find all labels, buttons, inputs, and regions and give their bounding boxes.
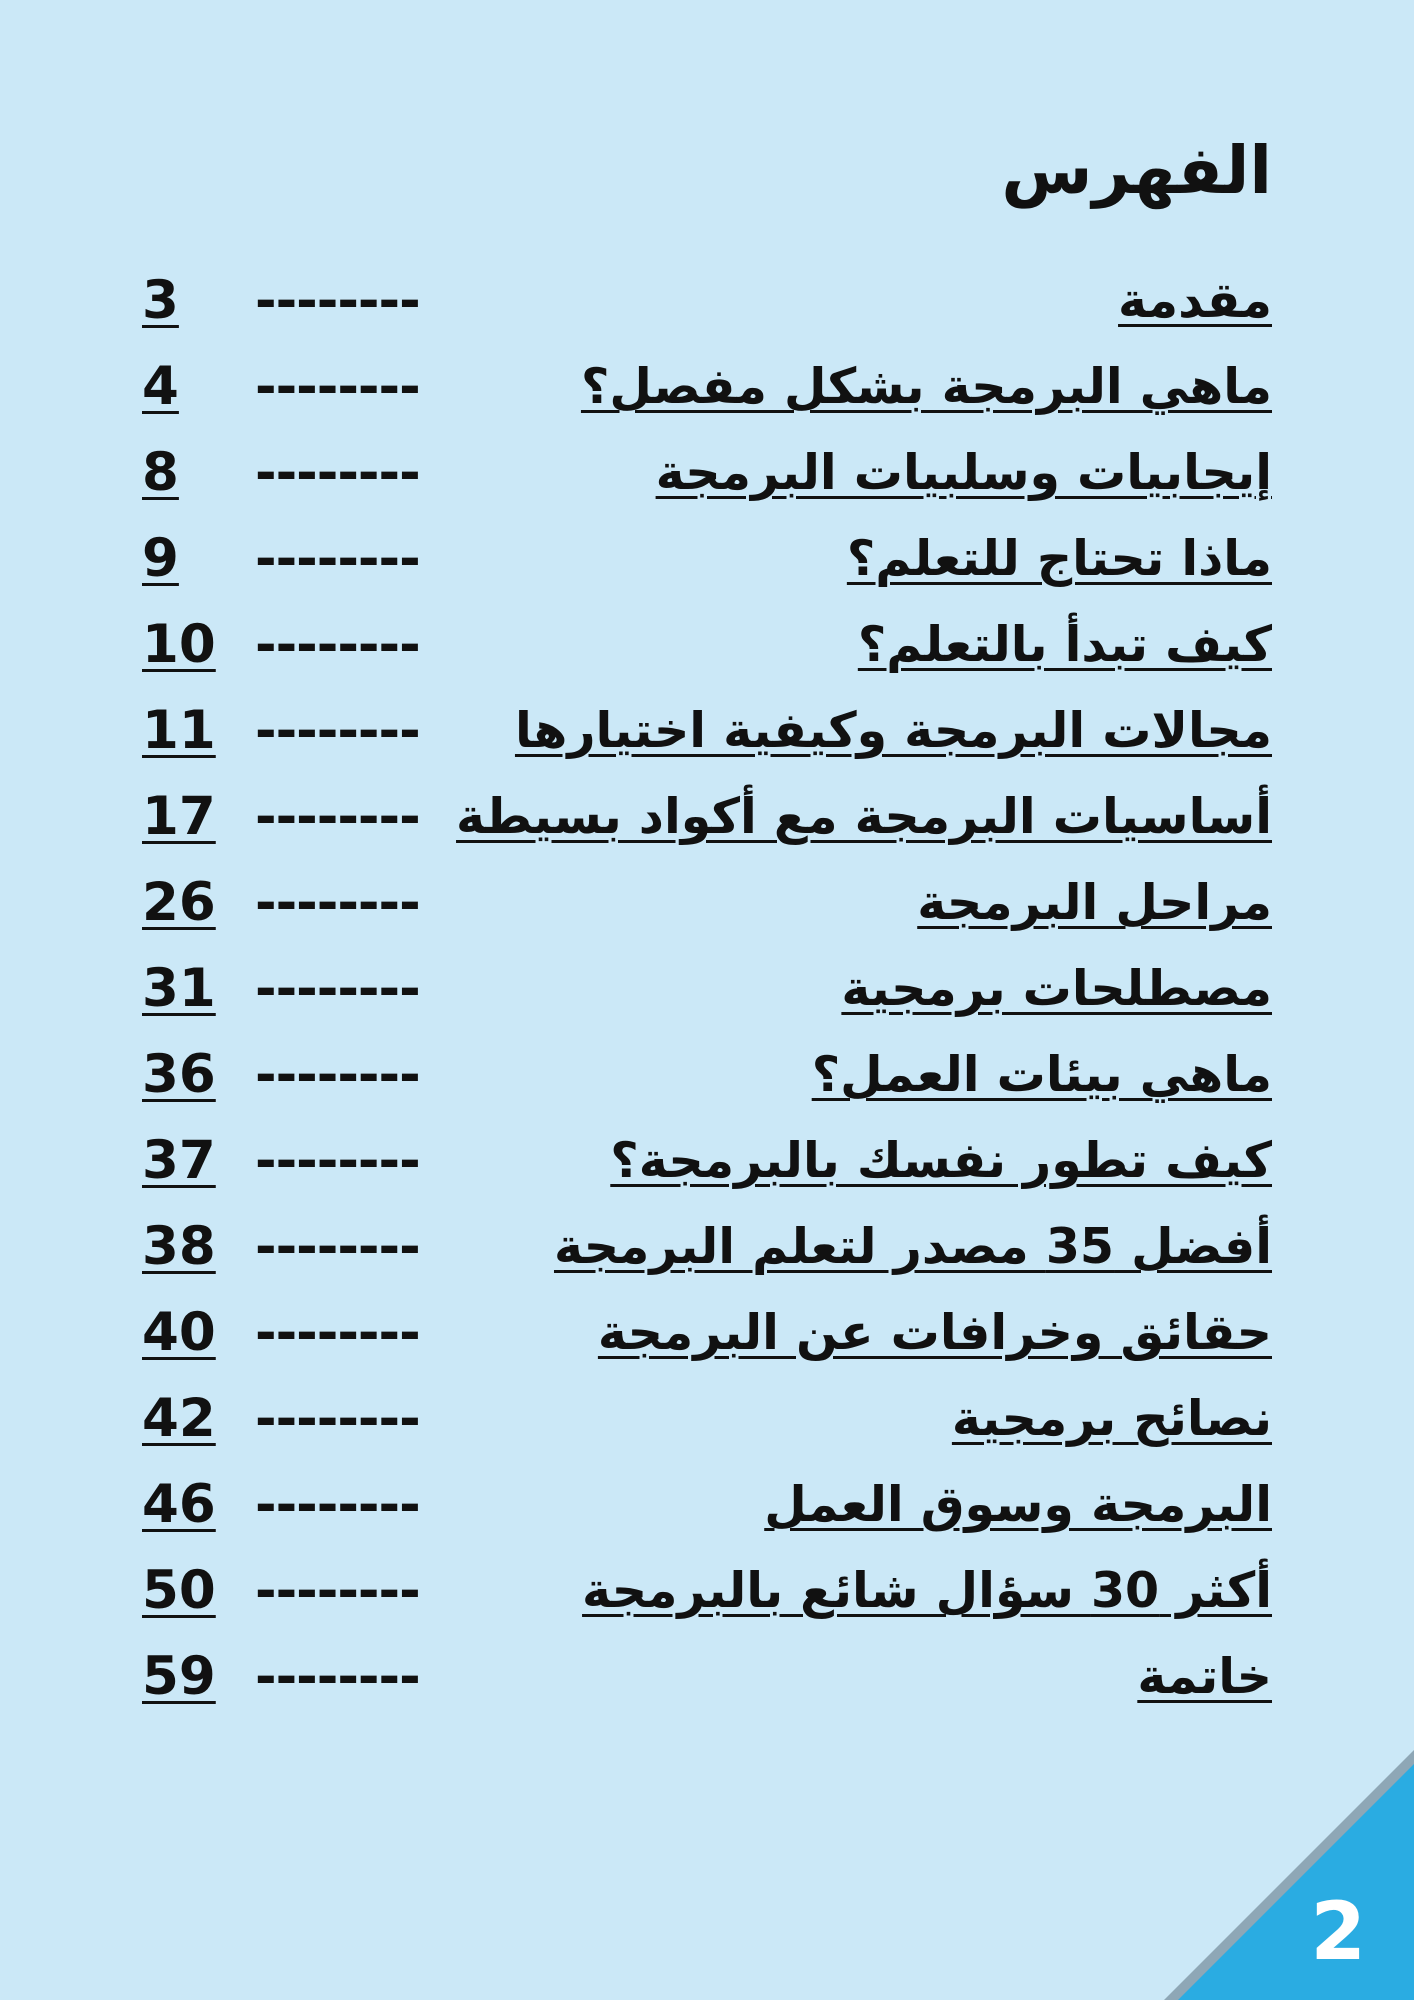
- toc-entry-title[interactable]: البرمجة وسوق العمل: [764, 1476, 1272, 1533]
- toc-entry[interactable]: [0, 430, 1414, 516]
- corner-triangle-decoration: [1164, 1750, 1414, 2000]
- toc-entry-leader: --------: [255, 357, 420, 417]
- toc-entry-title[interactable]: مصطلحات برمجية: [841, 960, 1272, 1017]
- toc-entry-leader: --------: [255, 615, 420, 675]
- toc-entry-title[interactable]: نصائح برمجية: [951, 1390, 1272, 1447]
- toc-entry-page-number[interactable]: 9: [142, 528, 179, 589]
- toc-entry-page-number[interactable]: 46: [142, 1474, 216, 1535]
- toc-entry-page-number[interactable]: 17: [142, 786, 216, 847]
- toc-entry-page-number[interactable]: 42: [142, 1388, 216, 1449]
- toc-entry-title[interactable]: ماهي بيئات العمل؟: [811, 1046, 1272, 1103]
- toc-entry-title[interactable]: كيف تطور نفسك بالبرمجة؟: [610, 1132, 1272, 1189]
- toc-entry-leader: --------: [255, 1131, 420, 1191]
- toc-entry-page-number[interactable]: 26: [142, 872, 216, 933]
- toc-entry-page-number[interactable]: 4: [142, 356, 179, 417]
- toc-entry-title[interactable]: أكثر 30 سؤال شائع بالبرمجة: [582, 1562, 1272, 1619]
- toc-entry-leader: --------: [255, 1647, 420, 1707]
- toc-entry-title[interactable]: مراحل البرمجة: [917, 874, 1272, 931]
- toc-entry[interactable]: [0, 1376, 1414, 1462]
- toc-entry-leader: --------: [255, 1303, 420, 1363]
- toc-entry-page-number[interactable]: 38: [142, 1216, 216, 1277]
- toc-entry[interactable]: [0, 1634, 1414, 1720]
- page-number: 2: [1310, 1885, 1366, 1978]
- toc-entry-title[interactable]: حقائق وخرافات عن البرمجة: [597, 1304, 1272, 1361]
- toc-entry-page-number[interactable]: 37: [142, 1130, 216, 1191]
- toc-entry-title[interactable]: أساسيات البرمجة مع أكواد بسيطة: [456, 788, 1272, 845]
- toc-entry-leader: --------: [255, 787, 420, 847]
- toc-entry[interactable]: [0, 344, 1414, 430]
- toc-entry-leader: --------: [255, 1217, 420, 1277]
- toc-entry-leader: --------: [255, 873, 420, 933]
- toc-entry[interactable]: [0, 516, 1414, 602]
- toc-entry-page-number[interactable]: 50: [142, 1560, 216, 1621]
- toc-entry-title[interactable]: أفضل 35 مصدر لتعلم البرمجة: [553, 1218, 1272, 1275]
- toc-entry-leader: --------: [255, 959, 420, 1019]
- toc-entry-leader: --------: [255, 443, 420, 503]
- toc-entry-title[interactable]: خاتمة: [1137, 1648, 1272, 1705]
- toc-entry-title[interactable]: إيجابيات وسلبيات البرمجة: [655, 444, 1272, 501]
- toc-entry-title[interactable]: مقدمة: [1118, 272, 1272, 329]
- toc-entry-page-number[interactable]: 31: [142, 958, 216, 1019]
- toc-entry-page-number[interactable]: 10: [142, 614, 216, 675]
- toc-entry[interactable]: [0, 602, 1414, 688]
- toc-entry[interactable]: [0, 1290, 1414, 1376]
- toc-entry-page-number[interactable]: 36: [142, 1044, 216, 1105]
- toc-entry[interactable]: [0, 258, 1414, 344]
- toc-entry[interactable]: [0, 774, 1414, 860]
- toc-entry-leader: --------: [255, 1475, 420, 1535]
- toc-entry-title[interactable]: ماهي البرمجة بشكل مفصل؟: [580, 358, 1272, 415]
- toc-entry-page-number[interactable]: 59: [142, 1646, 216, 1707]
- toc-entry-page-number[interactable]: 40: [142, 1302, 216, 1363]
- toc-entry[interactable]: [0, 1204, 1414, 1290]
- toc-entry-page-number[interactable]: 11: [142, 700, 216, 761]
- corner-fill: [1178, 1764, 1414, 2000]
- toc-entry[interactable]: [0, 1118, 1414, 1204]
- toc-entry-title[interactable]: كيف تبدأ بالتعلم؟: [857, 616, 1272, 673]
- toc-entry-title[interactable]: مجالات البرمجة وكيفية اختيارها: [514, 702, 1272, 759]
- toc-entry[interactable]: [0, 1462, 1414, 1548]
- toc-entry-leader: --------: [255, 1389, 420, 1449]
- toc-entry[interactable]: [0, 946, 1414, 1032]
- toc-entry-leader: --------: [255, 1561, 420, 1621]
- page-title: الفهرس: [1001, 132, 1272, 209]
- toc-entry-leader: --------: [255, 701, 420, 761]
- toc-entry-leader: --------: [255, 1045, 420, 1105]
- toc-entry-title[interactable]: ماذا تحتاج للتعلم؟: [846, 530, 1272, 587]
- toc-entry[interactable]: [0, 860, 1414, 946]
- toc-entry[interactable]: [0, 1548, 1414, 1634]
- toc-entry-leader: --------: [255, 529, 420, 589]
- toc-entry-leader: --------: [255, 271, 420, 331]
- toc-entry-page-number[interactable]: 3: [142, 270, 179, 331]
- toc-entry-page-number[interactable]: 8: [142, 442, 179, 503]
- toc-entry[interactable]: [0, 688, 1414, 774]
- toc-entry[interactable]: [0, 1032, 1414, 1118]
